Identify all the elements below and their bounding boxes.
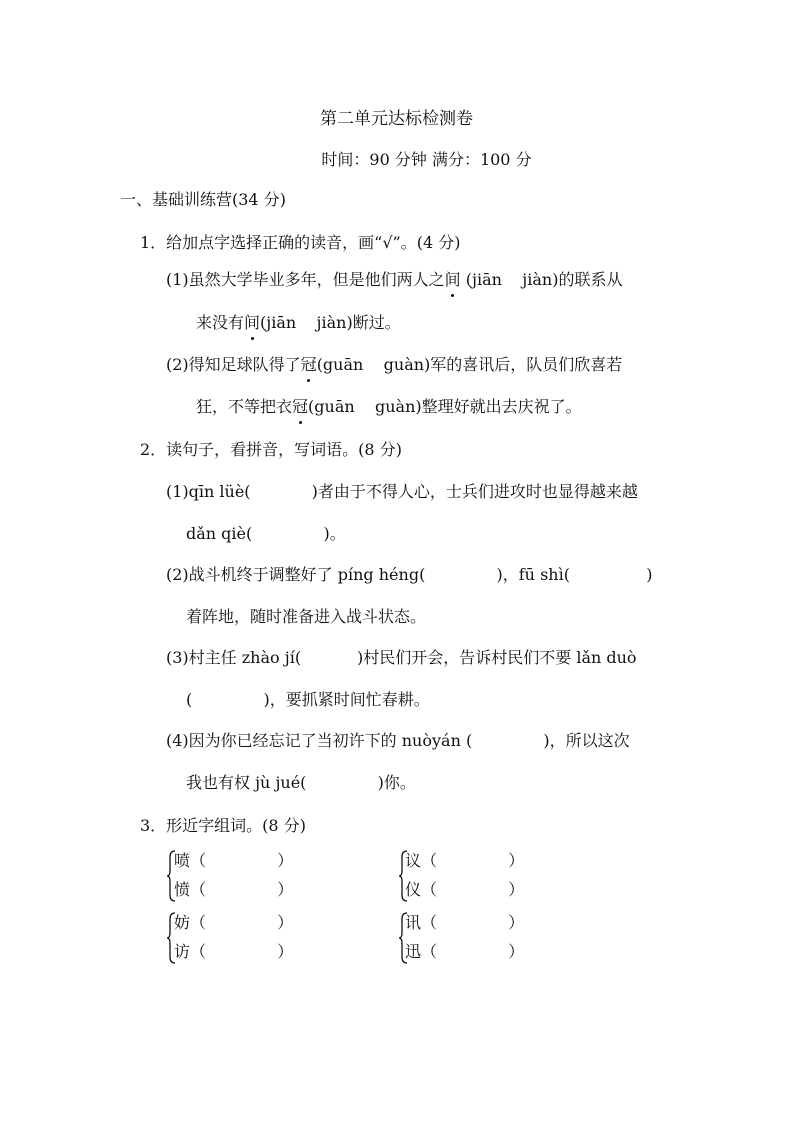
text: (1)虽然大学毕业多年，但是他们两人之 xyxy=(166,270,445,289)
word-item: 喷（ ） xyxy=(174,851,294,870)
text: 狂，不等把衣 xyxy=(196,397,293,416)
word-item: 仪（ ） xyxy=(405,880,525,899)
word-item: 议（ ） xyxy=(405,851,525,870)
word-item: 讯（ ） xyxy=(405,913,525,932)
question-2-line-6: ( )，要抓紧时间忙春耕。 xyxy=(186,690,430,709)
word-item: 愤（ ） xyxy=(174,880,294,899)
word-item: 妨（ ） xyxy=(174,913,294,932)
question-1-stem: 1．给加点字选择正确的读音，画“√”。(4 分) xyxy=(140,233,461,252)
page-title: 第二单元达标检测卷 xyxy=(320,109,473,129)
question-1-item-1-line-1 xyxy=(166,268,622,292)
question-2-line-7: (4)因为你已经忘记了当初许下的 nuòyán ( )，所以这次 xyxy=(166,731,630,750)
dotted-char: 间 xyxy=(244,311,260,335)
text: (2)得知足球队得了 xyxy=(166,355,301,374)
question-2-line-8: 我也有权 jù jué( )你。 xyxy=(186,773,416,792)
word-group-2 xyxy=(405,846,524,904)
word-group-1 xyxy=(174,846,293,904)
question-2-line-1: (1)qīn lüè( )者由于不得人心，士兵们进攻时也显得越来越 xyxy=(166,482,638,501)
text: (guān guàn)军的喜讯后，队员们欣喜若 xyxy=(316,355,623,374)
word-group-4 xyxy=(405,908,524,966)
exam-info: 时间：90 分钟 满分：100 分 xyxy=(321,150,532,169)
word-group-3 xyxy=(174,908,293,966)
section-heading: 一、基础训练营(34 分) xyxy=(120,190,286,209)
word-item: 访（ ） xyxy=(174,942,294,961)
text: (guān guàn)整理好就出去庆祝了。 xyxy=(308,397,582,416)
text: (jiān jiàn)的联系从 xyxy=(460,270,623,289)
question-2-line-2: dǎn qiè( )。 xyxy=(186,524,346,543)
word-item: 迅（ ） xyxy=(405,942,525,961)
dotted-char: 间 xyxy=(445,268,461,292)
question-2-line-3: (2)战斗机终于调整好了 píng héng( )，fū shì( ) xyxy=(166,565,653,584)
question-2-stem: 2．读句子，看拼音，写词语。(8 分) xyxy=(140,440,402,459)
question-1-item-1-line-2 xyxy=(196,311,401,335)
dotted-char: 冠 xyxy=(301,353,317,377)
question-2-line-5: (3)村主任 zhào jí( )村民们开会，告诉村民们不要 lǎn duò xyxy=(166,648,637,667)
dotted-char: 冠 xyxy=(292,395,308,419)
text: (jiān jiàn)断过。 xyxy=(260,313,401,332)
question-1-item-2-line-1 xyxy=(166,353,622,377)
question-3-stem: 3．形近字组词。(8 分) xyxy=(140,816,306,835)
question-1-item-2-line-2 xyxy=(196,395,582,419)
question-2-line-4: 着阵地，随时准备进入战斗状态。 xyxy=(186,607,427,626)
text: 来没有 xyxy=(196,313,245,332)
